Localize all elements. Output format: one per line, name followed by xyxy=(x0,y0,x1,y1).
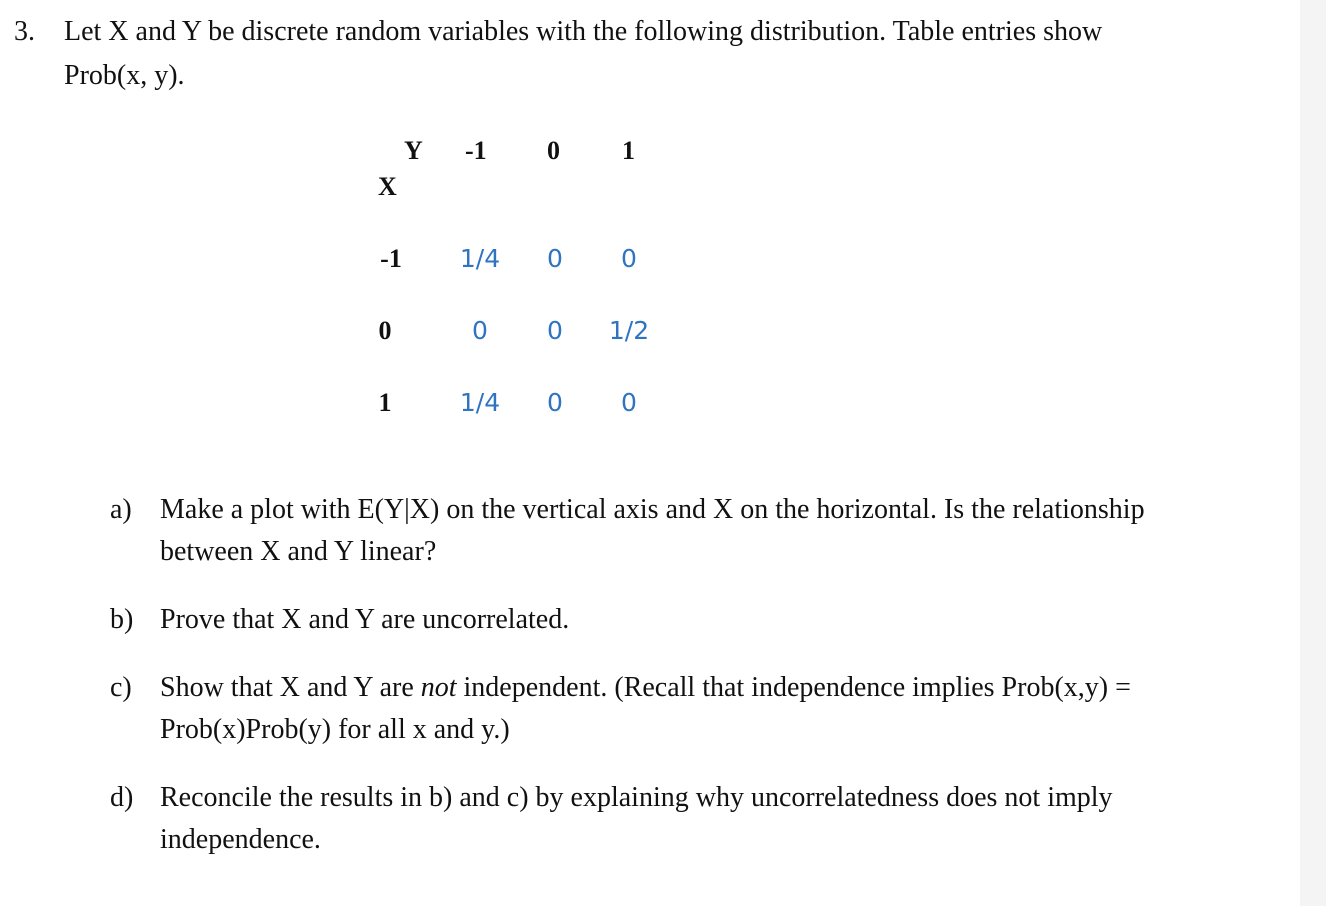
table-col-header: -1 xyxy=(465,136,487,165)
table-row-header: 1 xyxy=(378,388,392,417)
question-c-emphasis: not xyxy=(420,672,457,703)
table-cell: 1/2 xyxy=(608,316,650,345)
table-cell: 0 xyxy=(547,244,563,273)
table-y-label: Y xyxy=(404,136,423,165)
table-cell: 0 xyxy=(472,316,488,345)
table-row-header: -1 xyxy=(380,244,402,273)
question-a-line2: between X and Y linear? xyxy=(160,536,437,567)
table-col-header: 1 xyxy=(622,136,635,165)
question-c-line2: Prob(x)Prob(y) for all x and y.) xyxy=(160,714,510,745)
page-edge-strip xyxy=(1300,0,1326,906)
question-d-line1: Reconcile the results in b) and c) by explaining why uncorrelatedness does not imply xyxy=(160,782,1113,813)
question-b-line1: Prove that X and Y are uncorrelated. xyxy=(160,604,570,635)
table-x-label: X xyxy=(378,172,397,201)
question-c-line1 xyxy=(160,668,1131,708)
problem-intro-line2: Prob(x, y). xyxy=(64,60,185,91)
table-col-header: 0 xyxy=(547,136,560,165)
question-b-letter: b) xyxy=(110,604,134,635)
question-d-line2: independence. xyxy=(160,824,321,855)
question-d-letter: d) xyxy=(110,782,134,813)
problem-number: 3. xyxy=(14,16,35,47)
table-cell: 0 xyxy=(547,388,563,417)
table-cell: 1/4 xyxy=(459,244,501,273)
question-a-line1: Make a plot with E(Y|X) on the vertical axis and X on the horizontal. Is the relationship xyxy=(160,494,1145,525)
table-cell: 0 xyxy=(621,388,637,417)
table-row-header: 0 xyxy=(378,316,392,345)
question-c-text-pre: Show that X and Y are xyxy=(160,672,421,703)
question-a-letter: a) xyxy=(110,494,132,525)
question-c-letter: c) xyxy=(110,672,132,703)
problem-intro-line1: Let X and Y be discrete random variables with the following distribution. Table entries show xyxy=(64,16,1103,47)
table-cell: 1/4 xyxy=(459,388,501,417)
question-c-text-post: independent. (Recall that independence implies Prob(x,y) = xyxy=(456,672,1131,703)
table-cell: 0 xyxy=(547,316,563,345)
table-cell: 0 xyxy=(621,244,637,273)
